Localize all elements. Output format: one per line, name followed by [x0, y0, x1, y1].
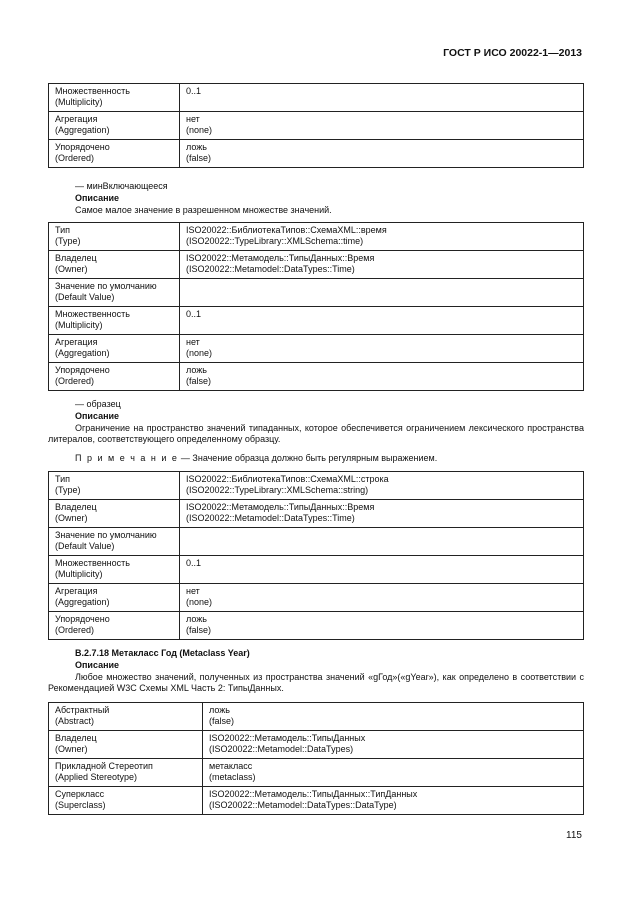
property-name: Тип [55, 225, 71, 235]
description-heading-1: Описание [75, 193, 120, 203]
property-name-cell [49, 584, 180, 612]
table-row [49, 112, 584, 140]
property-name: Значение по умолчанию [55, 530, 157, 540]
property-name: Упорядочено [55, 614, 110, 624]
property-name-en: (Ordered) [55, 625, 95, 635]
property-value: 0..1 [186, 86, 202, 96]
property-name-en: (Multiplicity) [55, 320, 103, 330]
table-row [49, 279, 584, 307]
property-name-cell [49, 363, 180, 391]
property-value-cell [180, 528, 584, 556]
description-text-2: Ограничение на пространство значений типаданных, которое обеспечивется ограничением лексического пространства литералов, соответствующего определенному образцу. [48, 423, 584, 444]
property-value: ложь [209, 705, 230, 715]
table-row [49, 223, 584, 251]
property-value: нет [186, 337, 200, 347]
table-row [49, 612, 584, 640]
table-row [49, 528, 584, 556]
property-value-en: (false) [209, 716, 235, 726]
table-row [49, 307, 584, 335]
property-value-en: (false) [186, 153, 212, 163]
property-value-en: (false) [186, 625, 212, 635]
property-name-cell [49, 307, 180, 335]
property-name: Множественность [55, 86, 130, 96]
note [75, 453, 437, 464]
property-name: Упорядочено [55, 365, 110, 375]
property-value-cell [203, 759, 584, 787]
table-row [49, 731, 584, 759]
table-row [49, 335, 584, 363]
table-row [49, 500, 584, 528]
table-row [49, 251, 584, 279]
property-value-cell [180, 612, 584, 640]
property-value: ISO20022::Метамодель::ТипыДанных::Время [186, 502, 375, 512]
property-name-cell [49, 223, 180, 251]
section-description-heading: Описание [75, 660, 120, 670]
property-value: ISO20022::Метамодель::ТипыДанных::Время [186, 253, 375, 263]
property-value-en: (false) [186, 376, 212, 386]
property-name-en: (Multiplicity) [55, 569, 103, 579]
section-title: B.2.7.18 Метакласс Год (Metaclass Year) [75, 648, 250, 658]
property-name-en: (Ordered) [55, 376, 95, 386]
property-value-cell [180, 251, 584, 279]
property-name-en: (Type) [55, 236, 81, 246]
property-name: Множественность [55, 309, 130, 319]
property-value-en: (metaclass) [209, 772, 256, 782]
table-row [49, 556, 584, 584]
property-value: 0..1 [186, 309, 202, 319]
property-name: Владелец [55, 502, 97, 512]
property-name: Владелец [55, 253, 97, 263]
property-name-en: (Aggregation) [55, 597, 110, 607]
property-name-cell [49, 279, 180, 307]
attribute-table-2 [48, 222, 584, 391]
property-value: 0..1 [186, 558, 202, 568]
property-value-cell [180, 335, 584, 363]
document-header: ГОСТ Р ИСО 20022-1—2013 [443, 47, 582, 59]
attribute-name-pattern: — образец [75, 399, 121, 409]
property-name-en: (Aggregation) [55, 348, 110, 358]
property-value-en [186, 569, 577, 580]
property-value-en: (ISO20022::Metamodel::DataTypes::DataType) [209, 800, 397, 810]
property-value-cell [180, 112, 584, 140]
property-value: ISO20022::Метамодель::ТипыДанных [209, 733, 366, 743]
property-name-cell [49, 251, 180, 279]
property-name-cell [49, 556, 180, 584]
property-name-en: (Owner) [55, 513, 88, 523]
property-value: нет [186, 114, 200, 124]
property-value [186, 281, 577, 292]
property-name-cell [49, 472, 180, 500]
property-name-en: (Default Value) [55, 541, 115, 551]
property-name-cell [49, 335, 180, 363]
property-value-cell [203, 731, 584, 759]
property-name: Значение по умолчанию [55, 281, 157, 291]
property-value: нет [186, 586, 200, 596]
property-name-cell [49, 140, 180, 168]
table-row [49, 584, 584, 612]
property-name-cell [49, 612, 180, 640]
property-name-cell [49, 528, 180, 556]
property-name-en: (Ordered) [55, 153, 95, 163]
property-name-en: (Applied Stereotype) [55, 772, 138, 782]
table-row [49, 363, 584, 391]
property-name: Агрегация [55, 337, 98, 347]
property-value-cell [180, 584, 584, 612]
property-value-cell [203, 703, 584, 731]
property-name-cell [49, 787, 203, 815]
metaclass-table [48, 702, 584, 815]
property-name: Тип [55, 474, 71, 484]
table-row [49, 84, 584, 112]
property-name: Абстрактный [55, 705, 110, 715]
property-value-cell [180, 472, 584, 500]
section-description-text: Любое множество значений, полученных из пространства значений «gГод»(«gYear»), как определено в соответствии с Рекомендацией W3C Схемы XML Часть 2: ТипыДанных. [48, 672, 584, 693]
property-value: ISO20022::БиблиотекаТипов::СхемаXML::время [186, 225, 387, 235]
property-value-cell [203, 787, 584, 815]
property-name-cell [49, 703, 203, 731]
property-value-cell [180, 363, 584, 391]
property-name: Суперкласс [55, 789, 105, 799]
property-value-en [186, 97, 577, 108]
property-name: Множественность [55, 558, 130, 568]
property-value-en: (ISO20022::TypeLibrary::XMLSchema::time) [186, 236, 364, 246]
property-value-en: (none) [186, 125, 213, 135]
attribute-table-3 [48, 471, 584, 640]
property-value-en: (none) [186, 597, 213, 607]
property-name-cell [49, 500, 180, 528]
property-value-cell [180, 84, 584, 112]
table-row [49, 787, 584, 815]
property-value: ложь [186, 614, 207, 624]
property-value-cell [180, 279, 584, 307]
property-value-en: (ISO20022::Metamodel::DataTypes::Time) [186, 264, 355, 274]
property-name: Прикладной Стереотип [55, 761, 153, 771]
table-row [49, 703, 584, 731]
property-value-en: (ISO20022::Metamodel::DataTypes) [209, 744, 354, 754]
description-text-1: Самое малое значение в разрешенном множестве значений. [75, 205, 332, 215]
property-value-en [186, 541, 577, 552]
table-row [49, 759, 584, 787]
property-value: ложь [186, 365, 207, 375]
property-name-en: (Type) [55, 485, 81, 495]
property-value-cell [180, 307, 584, 335]
property-value: ISO20022::БиблиотекаТипов::СхемаXML::строка [186, 474, 389, 484]
property-name-en: (Multiplicity) [55, 97, 103, 107]
attribute-table-1 [48, 83, 584, 168]
property-value: метакласс [209, 761, 253, 771]
property-value [186, 530, 577, 541]
property-name-cell [49, 731, 203, 759]
note-text: — Значение образца должно быть регулярным выражением. [178, 453, 438, 463]
property-value-cell [180, 500, 584, 528]
property-name-cell [49, 84, 180, 112]
property-value-en [186, 320, 577, 331]
property-value-en [186, 292, 577, 303]
property-name-cell [49, 759, 203, 787]
attribute-name-min: — минВключающееся [75, 181, 168, 191]
table-row [49, 140, 584, 168]
property-value-cell [180, 140, 584, 168]
description-heading-2: Описание [75, 411, 120, 421]
property-name: Агрегация [55, 114, 98, 124]
property-name-en: (Owner) [55, 264, 88, 274]
property-name-en: (Owner) [55, 744, 88, 754]
table-row [49, 472, 584, 500]
property-value: ложь [186, 142, 207, 152]
property-name-en: (Aggregation) [55, 125, 110, 135]
property-value-en: (ISO20022::TypeLibrary::XMLSchema::string) [186, 485, 369, 495]
property-name-cell [49, 112, 180, 140]
property-value-en: (none) [186, 348, 213, 358]
property-name-en: (Abstract) [55, 716, 95, 726]
property-name: Владелец [55, 733, 97, 743]
note-label: П р и м е ч а н и е [75, 453, 179, 463]
page-number: 115 [566, 830, 582, 841]
property-name-en: (Default Value) [55, 292, 115, 302]
property-value-cell [180, 556, 584, 584]
property-value-cell [180, 223, 584, 251]
property-name-en: (Superclass) [55, 800, 106, 810]
property-name: Агрегация [55, 586, 98, 596]
property-name: Упорядочено [55, 142, 110, 152]
property-value-en: (ISO20022::Metamodel::DataTypes::Time) [186, 513, 355, 523]
property-value: ISO20022::Метамодель::ТипыДанных::ТипДанных [209, 789, 418, 799]
